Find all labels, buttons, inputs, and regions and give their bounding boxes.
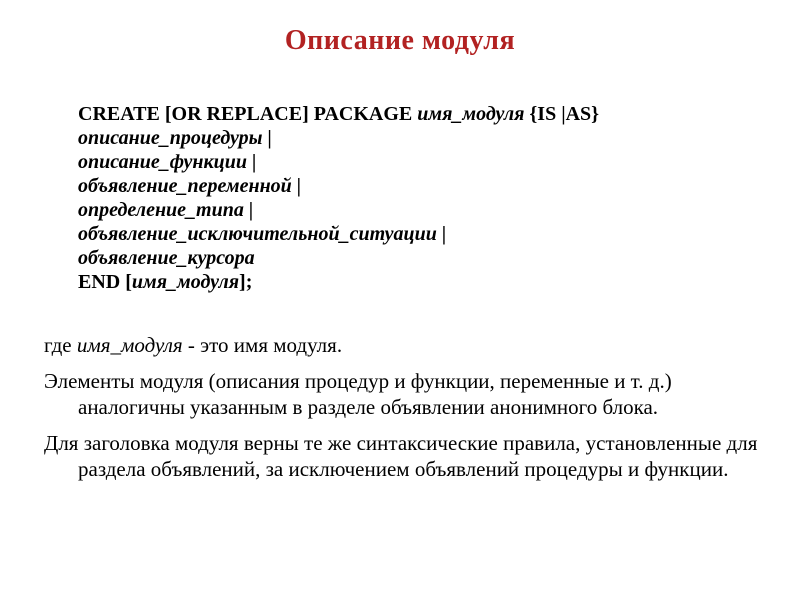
text-segment: описание_функции | (78, 151, 257, 173)
text-segment: определение_типа | (78, 199, 254, 221)
text-segment: {IS |AS} (524, 103, 600, 125)
text-segment: имя_модуля (131, 271, 240, 293)
code-line (78, 126, 770, 150)
paragraph (44, 430, 772, 482)
slide-title: Описание модуля (284, 25, 516, 56)
text-segment: - это имя модуля. (182, 333, 343, 357)
code-line (78, 222, 770, 246)
text-segment: объявление_курсора (78, 247, 255, 269)
text-segment: ]; (239, 271, 253, 293)
code-line (78, 174, 770, 198)
code-line (78, 270, 770, 294)
text-segment: где (44, 333, 77, 357)
code-line (78, 150, 770, 174)
text-segment: END [ (78, 271, 132, 293)
syntax-code-block (78, 102, 770, 294)
text-segment: имя_модуля (76, 333, 183, 357)
text-segment: описание_процедуры | (78, 127, 272, 149)
paragraph (44, 368, 772, 420)
text-segment: CREATE [OR REPLACE] PACKAGE (78, 103, 418, 125)
code-line (78, 246, 770, 270)
code-line (78, 102, 770, 126)
text-segment: объявление_исключительной_ситуации | (78, 223, 447, 245)
text-segment: Элементы модуля (описания процедур и функции, переменные и т. д.) аналогичны указанным в разделе объявлении анонимного блока. (44, 369, 672, 419)
text-segment: Для заголовка модуля верны те же синтаксические правила, установленные для раздела объявлений, за исключением объявлений процедуры и функции. (44, 431, 758, 481)
text-segment: имя_модуля (417, 103, 525, 125)
code-line (78, 198, 770, 222)
paragraph (44, 332, 772, 358)
body-text (44, 332, 772, 482)
text-segment: объявление_переменной | (78, 175, 302, 197)
